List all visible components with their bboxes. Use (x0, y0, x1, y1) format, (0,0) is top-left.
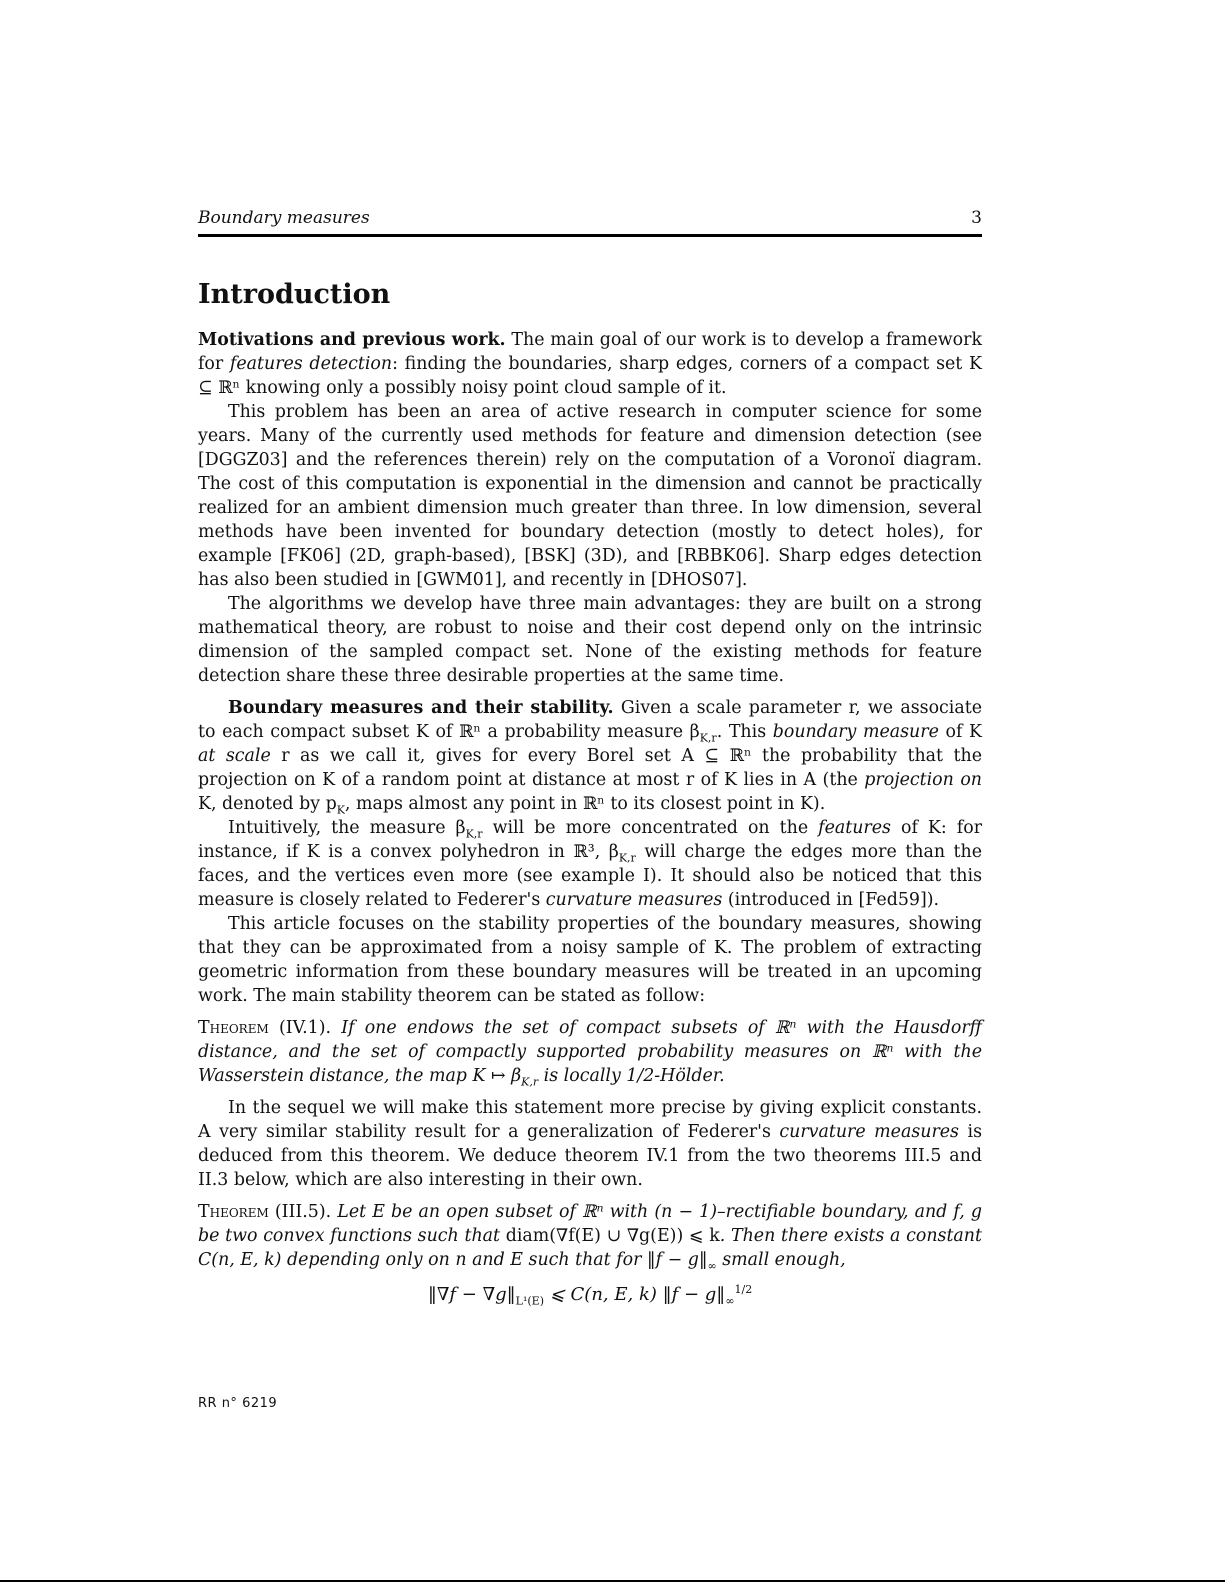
theorem-number: (IV.1). (268, 1018, 342, 1038)
subscript: ∞ (707, 1259, 717, 1273)
text: of K (938, 722, 982, 742)
math-expression: diam(∇f(E) ∪ ∇g(E)) ⩽ k (505, 1226, 720, 1246)
text: r as we call it, gives for every Borel set A ⊆ ℝⁿ the probability that the projection on K of a random point at distance at most r of K lies in A (the (198, 746, 982, 790)
emphasis: projection on (864, 770, 983, 790)
theorem-iii5 (198, 1200, 982, 1272)
display-formula (198, 1280, 982, 1310)
page (198, 208, 982, 1310)
run-in-heading: Boundary measures and their stability. (228, 698, 614, 718)
theorem-iv1 (198, 1016, 982, 1088)
text: K, denoted by p (198, 794, 337, 814)
footer-report-number: RR n° 6219 (198, 1396, 278, 1411)
paragraph (198, 1096, 982, 1192)
subscript: ∞ (725, 1294, 735, 1308)
running-title: Boundary measures (198, 208, 370, 228)
running-header (198, 208, 982, 237)
text: The main goal of our work is to develop a framework for (198, 330, 982, 374)
motivations-paragraph (198, 328, 982, 400)
emphasis: features detection (229, 354, 393, 374)
run-in-heading: Motivations and previous work. (198, 330, 506, 350)
paragraph: This problem has been an area of active research in computer science for some years. Many of the currently used methods for feature and dimension detection (see [DGGZ03] and the references therein) rely on the computation of a Voronoï diagram. The cost of this computation is exponential in the dimension and cannot be practically realized for an ambient dimension much greater than three. In low dimension, several methods have been invented for boundary detection (mostly to detect holes), for example [FK06] (2D, graph-based), [BSK] (3D), and [RBBK06]. Sharp edges detection has also been studied in [GWM01], and recently in [DHOS07]. (198, 402, 982, 590)
superscript: 1/2 (734, 1283, 753, 1296)
subscript: L¹(E) (515, 1294, 544, 1308)
text: (introduced in [Fed59]). (722, 890, 940, 910)
text: is locally 1/2-Hölder. (538, 1066, 725, 1086)
text: will charge the edges more than the faces, and the vertices even more (see example I). It should also be noticed that this measure is closely related to Federer's (198, 842, 982, 910)
formula-rhs: ⩽ C(n, E, k) ‖f − g‖ (544, 1284, 726, 1305)
stability-paragraph (198, 696, 982, 816)
formula-lhs: ‖∇f − ∇g‖ (427, 1284, 516, 1305)
paragraph: This article focuses on the stability properties of the boundary measures, showing that they can be approximated from a noisy sample of K. The problem of extracting geometric information from these boundary measures will be treated in an upcoming work. The main stability theorem can be stated as follow: (198, 914, 982, 1006)
bottom-rule (0, 1580, 1225, 1582)
text: Intuitively, the measure β (228, 818, 466, 838)
text: is deduced from this theorem. We deduce theorem IV.1 from the two theorems III.5 and II.3 below, which are also interesting in their own. (198, 1122, 983, 1190)
subscript: K,r (465, 827, 483, 841)
subscript: K,r (521, 1075, 539, 1089)
text: . This (716, 722, 773, 742)
text: will be more concentrated on the (482, 818, 819, 838)
emphasis: curvature measures (545, 890, 723, 910)
subscript: K (336, 803, 345, 817)
theorem-label: Theorem (198, 1202, 269, 1222)
paragraph: The algorithms we develop have three main advantages: they are built on a strong mathematical theory, are robust to noise and their cost depend only on the intrinsic dimension of the sampled compact set. None of the existing methods for feature detection share these three desirable properties at the same time. (198, 594, 982, 686)
text: . Then there exists a constant C(n, E, k) depending only on n and E such that for ‖f − g‖ (198, 1226, 982, 1270)
text: Let E be an open subset of ℝⁿ with (n − 1)–rectifiable boundary, and f, g be two convex functions such that (198, 1202, 982, 1246)
text: If one endows the set of compact subsets of ℝⁿ with the Hausdorff distance, and the set of compactly supported probability measures on ℝⁿ with the Wasserstein distance, the map K ↦ β (198, 1018, 982, 1086)
subscript: K,r (699, 731, 717, 745)
emphasis: curvature measures (779, 1122, 959, 1142)
section-title: Introduction (198, 279, 391, 310)
emphasis: boundary measure (772, 722, 939, 742)
text: , maps almost any point in ℝⁿ to its closest point in K). (344, 794, 826, 814)
theorem-label: Theorem (198, 1018, 269, 1038)
subscript: K,r (618, 851, 636, 865)
emphasis: at scale (198, 746, 271, 766)
text: Given a scale parameter r, we associate to each compact subset K of ℝⁿ a probability measure β (198, 698, 982, 742)
text: In the sequel we will make this statement more precise by giving explicit constants. A very similar stability result for a generalization of Federer's (198, 1098, 982, 1142)
page-number: 3 (971, 208, 982, 228)
emphasis: features (818, 818, 891, 838)
text: : finding the boundaries, sharp edges, corners of a compact set K ⊆ ℝⁿ knowing only a possibly noisy point cloud sample of it. (198, 354, 982, 398)
text: small enough, (716, 1250, 846, 1270)
theorem-number: (III.5). (268, 1202, 338, 1222)
paragraph (198, 816, 982, 912)
text: of K: for instance, if K is a convex polyhedron in ℝ³, β (198, 818, 983, 862)
